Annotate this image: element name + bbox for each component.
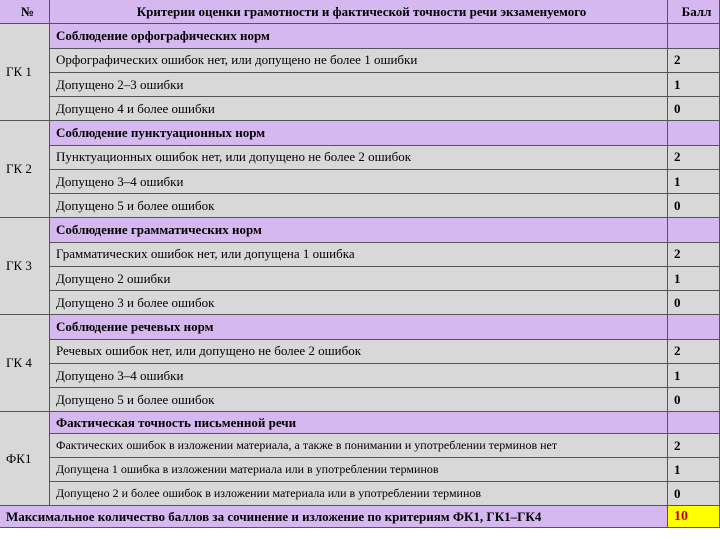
- criterion-row: Допущено 2 ошибки: [50, 267, 668, 291]
- group-title: Соблюдение грамматических норм: [50, 218, 668, 243]
- criterion-score: 0: [668, 482, 720, 506]
- criterion-score: 1: [668, 73, 720, 97]
- criterion-score: 0: [668, 291, 720, 315]
- criterion-row: Речевых ошибок нет, или допущено не более 2 ошибок: [50, 340, 668, 364]
- criterion-row: Пунктуационных ошибок нет, или допущено не более 2 ошибок: [50, 146, 668, 170]
- criterion-score: 0: [668, 388, 720, 412]
- group-title-score: [668, 412, 720, 434]
- group-title: Соблюдение пунктуационных норм: [50, 121, 668, 146]
- group-title: Соблюдение орфографических норм: [50, 24, 668, 49]
- criterion-row: Допущено 4 и более ошибки: [50, 97, 668, 121]
- criterion-score: 2: [668, 49, 720, 73]
- criterion-row: Допущено 3–4 ошибки: [50, 170, 668, 194]
- criterion-row: Допущена 1 ошибка в изложении материала или в употреблении терминов: [50, 458, 668, 482]
- criterion-score: 1: [668, 170, 720, 194]
- criterion-score: 0: [668, 97, 720, 121]
- criterion-score: 1: [668, 458, 720, 482]
- criterion-score: 1: [668, 267, 720, 291]
- criterion-score: 1: [668, 364, 720, 388]
- criterion-row: Фактических ошибок в изложении материала, а также в понимании и употреблении терминов нет: [50, 434, 668, 458]
- criterion-score: 2: [668, 340, 720, 364]
- criterion-row: Допущено 5 и более ошибок: [50, 194, 668, 218]
- criterion-score: 0: [668, 194, 720, 218]
- criterion-score: 2: [668, 146, 720, 170]
- criterion-row: Допущено 2 и более ошибок в изложении материала или в употреблении терминов: [50, 482, 668, 506]
- total-label: Максимальное количество баллов за сочинение и изложение по критериям ФК1, ГК1–ГК4: [0, 506, 668, 528]
- criterion-row: Допущено 3 и более ошибок: [50, 291, 668, 315]
- criterion-row: Допущено 2–3 ошибки: [50, 73, 668, 97]
- group-code: ГК 2: [0, 121, 50, 218]
- group-title-score: [668, 315, 720, 340]
- group-code: ГК 4: [0, 315, 50, 412]
- total-score: 10: [668, 506, 720, 528]
- criterion-row: Орфографических ошибок нет, или допущено не более 1 ошибки: [50, 49, 668, 73]
- header-score: Балл: [668, 0, 720, 24]
- header-num: №: [0, 0, 50, 24]
- group-title: Соблюдение речевых норм: [50, 315, 668, 340]
- group-title-score: [668, 218, 720, 243]
- criterion-score: 2: [668, 243, 720, 267]
- group-title-score: [668, 121, 720, 146]
- criterion-score: 2: [668, 434, 720, 458]
- group-code: ФК1: [0, 412, 50, 506]
- header-criteria: Критерии оценки грамотности и фактической точности речи экзаменуемого: [50, 0, 668, 24]
- criterion-row: Грамматических ошибок нет, или допущена 1 ошибка: [50, 243, 668, 267]
- group-code: ГК 3: [0, 218, 50, 315]
- group-code: ГК 1: [0, 24, 50, 121]
- criterion-row: Допущено 3–4 ошибки: [50, 364, 668, 388]
- criterion-row: Допущено 5 и более ошибок: [50, 388, 668, 412]
- group-title-score: [668, 24, 720, 49]
- group-title: Фактическая точность письменной речи: [50, 412, 668, 434]
